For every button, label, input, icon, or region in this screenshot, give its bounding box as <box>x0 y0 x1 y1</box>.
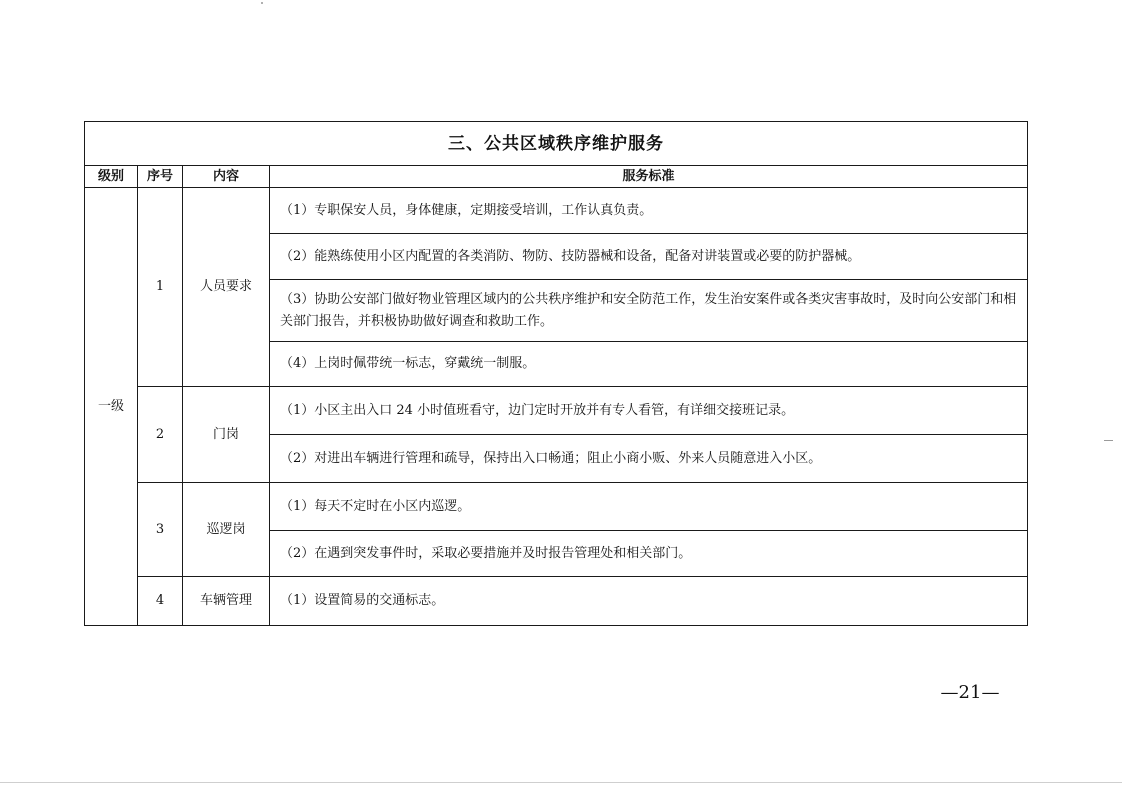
scan-artifact-line <box>0 782 1122 783</box>
table-row <box>85 577 1028 626</box>
table-header-row <box>85 166 1028 188</box>
number-cell: 2 <box>138 387 183 483</box>
content-cell: 巡逻岗 <box>183 483 270 577</box>
table-title: 三、公共区域秩序维护服务 <box>85 122 1028 166</box>
table-row <box>85 188 1028 234</box>
service-standard-table <box>84 121 1028 626</box>
standard-cell: （1）小区主出入口 24 小时值班看守，边门定时开放并有专人看管，有详细交接班记录。 <box>270 387 1028 435</box>
level-cell: 一级 <box>85 188 138 626</box>
number-cell: 1 <box>138 188 183 387</box>
number-cell: 3 <box>138 483 183 577</box>
table-row <box>85 483 1028 531</box>
header-standard: 服务标准 <box>270 166 1028 188</box>
number-cell: 4 <box>138 577 183 626</box>
standard-cell: （1）每天不定时在小区内巡逻。 <box>270 483 1028 531</box>
scan-artifact-mark <box>1104 440 1113 441</box>
table-row <box>85 387 1028 435</box>
table-title-row <box>85 122 1028 166</box>
standard-cell: （2）能熟练使用小区内配置的各类消防、物防、技防器械和设备，配备对讲装置或必要的防护器械。 <box>270 234 1028 280</box>
page-number: —21— <box>940 682 1000 703</box>
standard-cell: （1）专职保安人员，身体健康，定期接受培训，工作认真负责。 <box>270 188 1028 234</box>
header-content: 内容 <box>183 166 270 188</box>
scan-artifact-dot <box>261 2 263 4</box>
standard-cell: （2）对进出车辆进行管理和疏导，保持出入口畅通；阻止小商小贩、外来人员随意进入小区。 <box>270 435 1028 483</box>
standard-cell: （1）设置简易的交通标志。 <box>270 577 1028 626</box>
content-cell: 车辆管理 <box>183 577 270 626</box>
header-number: 序号 <box>138 166 183 188</box>
standard-cell: （2）在遇到突发事件时，采取必要措施并及时报告管理处和相关部门。 <box>270 531 1028 577</box>
standard-cell: （4）上岗时佩带统一标志，穿戴统一制服。 <box>270 342 1028 387</box>
standard-cell: （3）协助公安部门做好物业管理区域内的公共秩序维护和安全防范工作，发生治安案件或各类灾害事故时，及时向公安部门和相关部门报告，并积极协助做好调查和救助工作。 <box>270 280 1028 342</box>
content-cell: 门岗 <box>183 387 270 483</box>
content-cell: 人员要求 <box>183 188 270 387</box>
header-level: 级别 <box>85 166 138 188</box>
